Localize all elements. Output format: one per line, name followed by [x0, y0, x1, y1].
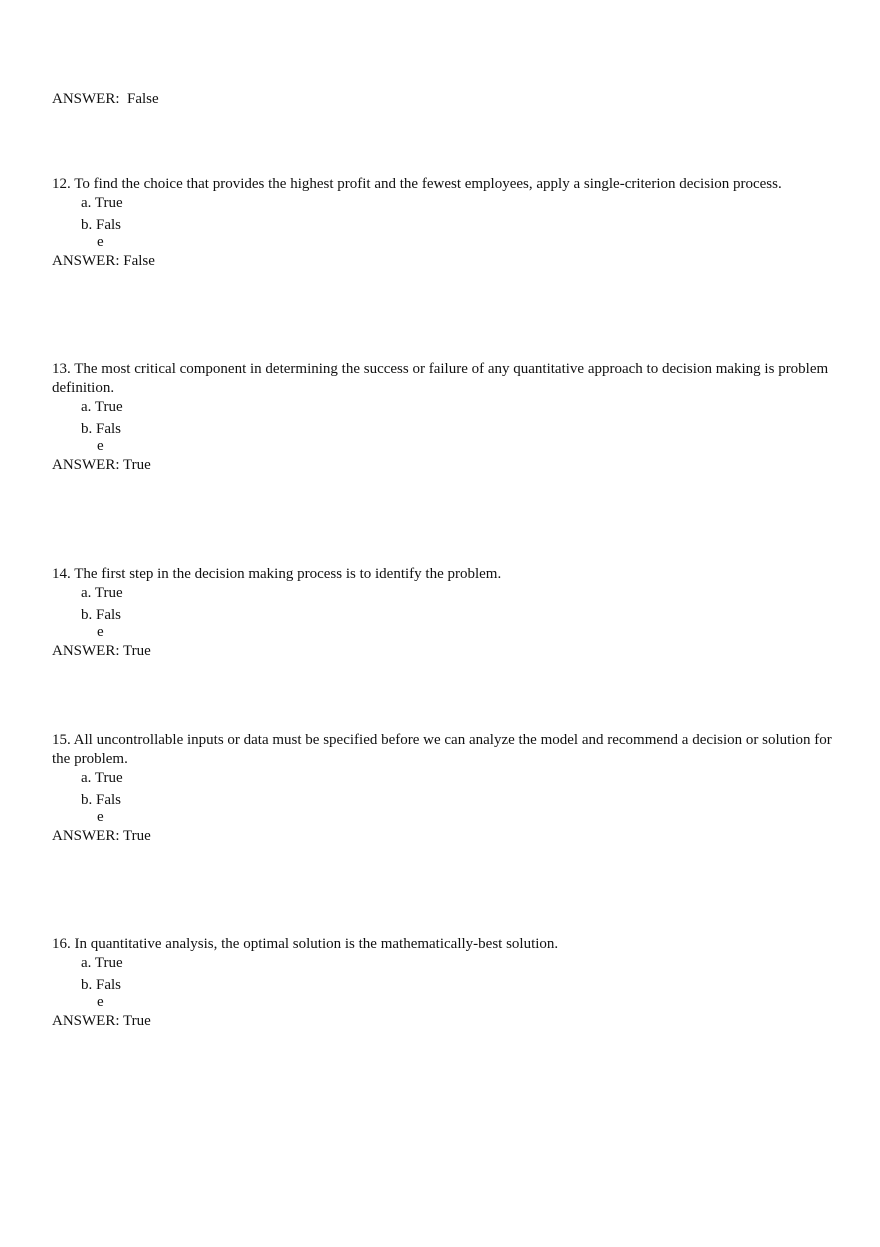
- question-stem: 15. All uncontrollable inputs or data must be specified before we can analyze the model and recommend a decision or solution for the problem.: [52, 732, 832, 767]
- option-b-false: b. Fals: [81, 217, 122, 233]
- question-stem: 12. To find the choice that provides the highest profit and the fewest employees, apply a single-criterion decision process.: [52, 176, 782, 192]
- option-b-wrap: e: [97, 994, 104, 1010]
- question-12: [52, 175, 832, 271]
- answer-line: ANSWER: False: [52, 253, 155, 269]
- answer-line: ANSWER: True: [52, 828, 151, 844]
- answer-line: ANSWER: True: [52, 643, 151, 659]
- question-15: [52, 731, 832, 846]
- question-13: [52, 360, 832, 475]
- option-b-false: b. Fals: [81, 977, 122, 993]
- option-b-wrap: e: [97, 624, 104, 640]
- option-a-true: a. True: [81, 770, 123, 786]
- option-b-wrap: e: [97, 438, 104, 454]
- question-stem: 14. The first step in the decision making process is to identify the problem.: [52, 566, 502, 582]
- question-stem: 16. In quantitative analysis, the optimal solution is the mathematically-best solution.: [52, 936, 559, 952]
- option-a-true: a. True: [81, 399, 123, 415]
- answer-q11: ANSWER: False: [52, 91, 159, 107]
- option-a-true: a. True: [81, 955, 123, 971]
- option-b-false: b. Fals: [81, 421, 122, 437]
- answer-line: ANSWER: True: [52, 1013, 151, 1029]
- option-b-false: b. Fals: [81, 792, 122, 808]
- question-14: [52, 565, 832, 661]
- answer-line: ANSWER: True: [52, 457, 151, 473]
- question-16: [52, 935, 832, 1031]
- option-b-wrap: e: [97, 809, 104, 825]
- option-a-true: a. True: [81, 195, 123, 211]
- option-b-false: b. Fals: [81, 607, 122, 623]
- question-stem: 13. The most critical component in determining the success or failure of any quantitative approach to decision making is problem definition.: [52, 361, 829, 396]
- option-b-wrap: e: [97, 234, 104, 250]
- option-a-true: a. True: [81, 585, 123, 601]
